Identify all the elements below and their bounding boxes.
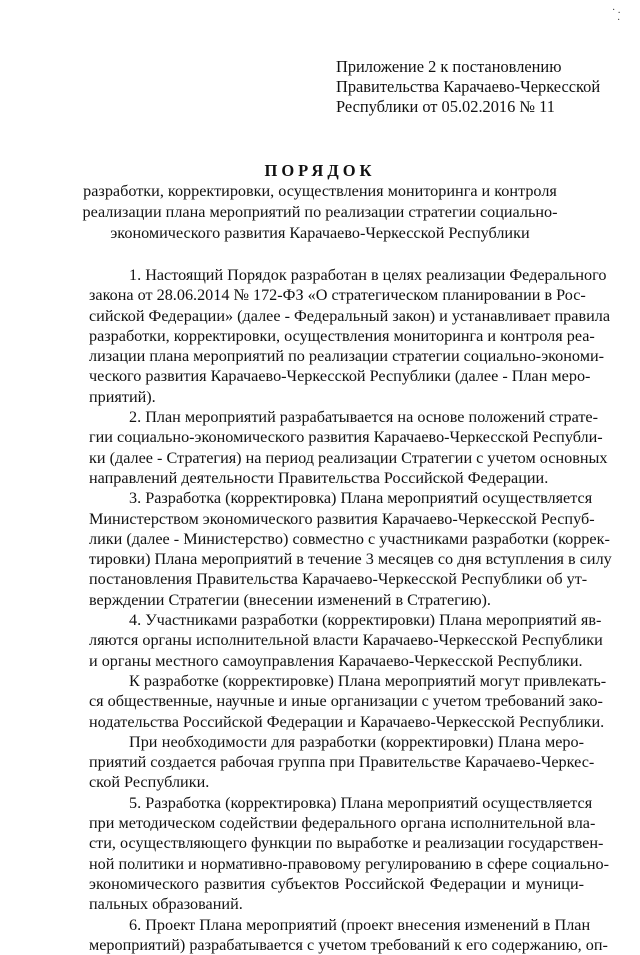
subtitle-line: реализации плана мероприятий по реализации стратегии социально- [70,202,570,223]
paragraph-line: пальных образований. [89,894,584,914]
scan-marks: · . · [612,6,620,26]
subtitle-line: экономического развития Карачаево-Черкесской Республики [70,223,570,244]
paragraph-line: разработки, корректировки, осуществления мониторинга и контроля реа- [89,326,584,346]
paragraph-line: и органы местного самоуправления Карачаево-Черкесской Республики. [89,651,584,671]
paragraph-line: 1. Настоящий Порядок разработан в целях реализации Федерального [89,265,584,285]
paragraph-line: 3. Разработка (корректировка) Плана мероприятий осуществляется [89,488,584,508]
paragraph [89,610,584,671]
appendix-line: Правительства Карачаево-Черкесской [336,77,626,97]
appendix-line: Республики от 05.02.2016 № 11 [336,97,626,117]
paragraph [89,265,584,407]
paragraph-line: ческого развития Карачаево-Черкесской Республики (далее - План меро- [89,366,584,386]
document-body [89,265,584,955]
document-title: ПОРЯДОК [0,161,640,181]
paragraph-line: направлений деятельности Правительства Российской Федерации. [89,468,584,488]
paragraph [89,915,584,955]
paragraph-line: приятий создается рабочая группа при Правительстве Карачаево-Черкес- [89,752,584,772]
paragraph-line: 2. План мероприятий разрабатывается на основе положений страте- [89,407,584,427]
paragraph [89,732,584,793]
appendix-header [336,57,626,117]
paragraph-line: ской Республики. [89,772,584,792]
paragraph-line: постановления Правительства Карачаево-Черкесской Республики об ут- [89,569,584,589]
paragraph-line: лизации плана мероприятий по реализации стратегии социально-экономи- [89,346,584,366]
paragraph-line: При необходимости для разработки (корректировки) Плана меро- [89,732,584,752]
document-subtitle [70,181,570,244]
paragraph-line: сийской Федерации» (далее - Федеральный закон) и устанавливает правила [89,306,584,326]
paragraph-line: верждении Стратегии (внесении изменений в Стратегию). [89,590,584,610]
paragraph [89,793,584,915]
paragraph-line: гии социально-экономического развития Карачаево-Черкесской Республи- [89,427,584,447]
paragraph-line: К разработке (корректировке) Плана мероприятий могут привлекать- [89,671,584,691]
paragraph [89,671,584,732]
paragraph [89,488,584,610]
paragraph [89,407,584,488]
paragraph-line: мероприятий) разрабатывается с учетом требований к его содержанию, оп- [89,935,584,955]
subtitle-line: разработки, корректировки, осуществления мониторинга и контроля [70,181,570,202]
paragraph-line: приятий). [89,387,584,407]
paragraph-line: 5. Разработка (корректировка) Плана мероприятий осуществляется [89,793,584,813]
paragraph-line: закона от 28.06.2014 № 172-ФЗ «О стратегическом планировании в Рос- [89,285,584,305]
paragraph-line: ляются органы исполнительной власти Карачаево-Черкесской Республики [89,630,584,650]
appendix-line: Приложение 2 к постановлению [336,57,626,77]
paragraph-line: при методическом содействии федерального органа исполнительной вла- [89,813,584,833]
paragraph-line: лики (далее - Министерство) совместно с участниками разработки (коррек- [89,529,584,549]
paragraph-line: ки (далее - Стратегия) на период реализации Стратегии с учетом основных [89,448,584,468]
paragraph-line: ной политики и нормативно-правовому регулированию в сфере социально- [89,854,584,874]
paragraph-line: ся общественные, научные и иные организации с учетом требований зако- [89,691,584,711]
paragraph-line: Министерством экономического развития Карачаево-Черкесской Респуб- [89,509,584,529]
paragraph-line: тировки) Плана мероприятий в течение 3 месяцев со дня вступления в силу [89,549,584,569]
paragraph-line: сти, осуществляющего функции по выработке и реализации государствен- [89,833,584,853]
paragraph-line: 6. Проект Плана мероприятий (проект внесения изменений в План [89,915,584,935]
paragraph-line: нодательства Российской Федерации и Карачаево-Черкесской Республики. [89,712,584,732]
paragraph-line: экономического развития субъектов Российской Федерации и муници- [89,874,584,894]
paragraph-line: 4. Участниками разработки (корректировки) Плана мероприятий яв- [89,610,584,630]
